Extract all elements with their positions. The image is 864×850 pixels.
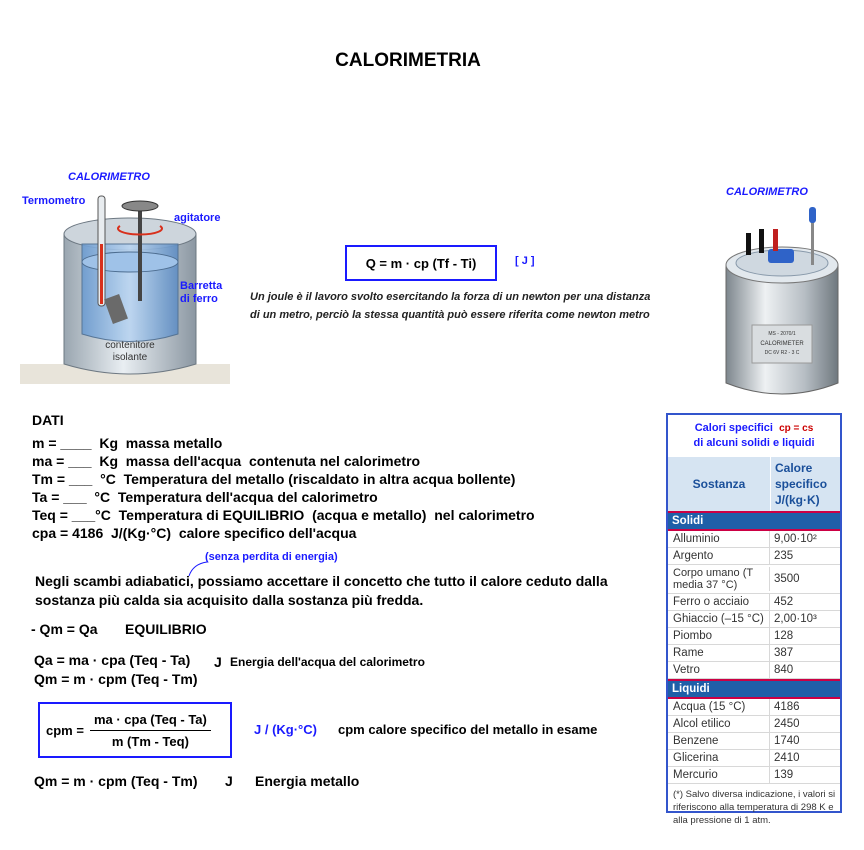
data-line-mass-metal: m = ____ Kg massa metallo xyxy=(32,435,223,451)
row-name: Argento xyxy=(668,548,770,564)
plate-text-2: CALORIMETER xyxy=(760,341,804,347)
table-row xyxy=(668,645,840,662)
equilibrium-label: EQUILIBRIO xyxy=(125,621,207,637)
table-row xyxy=(668,548,840,565)
qa-description: Energia dell'acqua del calorimetro xyxy=(230,655,425,669)
plate-text-3: DC 6V R2 - 3 C xyxy=(764,350,800,356)
table-row xyxy=(668,628,840,645)
data-heading: DATI xyxy=(32,412,64,428)
row-name: Alcol etilico xyxy=(668,716,770,732)
row-name: Benzene xyxy=(668,733,770,749)
row-value: 139 xyxy=(774,769,794,781)
row-name: Ghiaccio (–15 °C) xyxy=(668,611,770,627)
qm-final-unit: J xyxy=(225,773,233,789)
calorimeter-photo xyxy=(716,205,848,405)
row-value: 9,00·10² xyxy=(774,533,817,545)
cpm-formula-box xyxy=(38,702,232,758)
table-row xyxy=(668,611,840,628)
table-column-headers xyxy=(668,457,840,511)
right-calorimeter-label: CALORIMETRO xyxy=(726,186,808,198)
joule-note-1: Un joule è il lavoro svolto esercitando la forza di un newton per una distanza xyxy=(250,291,651,303)
row-name: Rame xyxy=(668,645,770,661)
cpm-description: cpm calore specifico del metallo in esame xyxy=(338,722,598,737)
data-line-temp-water: Ta = ___ °C Temperatura dell'acqua del calorimetro xyxy=(32,489,378,505)
plate-text-1: MS - 2070/1 xyxy=(768,331,796,337)
table-row xyxy=(668,565,840,594)
row-value: 3500 xyxy=(774,573,800,585)
cpm-lhs: cpm = xyxy=(46,722,84,738)
data-line-temp-equilibrium: Teq = ___°C Temperatura di EQUILIBRIO (acqua e metallo) nel calorimetro xyxy=(32,507,535,523)
qm-final-description: Energia metallo xyxy=(255,773,360,789)
stirrer-label: agitatore xyxy=(174,212,221,224)
table-title xyxy=(668,415,840,457)
data-line-mass-water: ma = ___ Kg massa dell'acqua contenuta nel calorimetro xyxy=(32,453,421,469)
no-energy-loss-note: (senza perdita di energia) xyxy=(205,551,338,563)
heat-formula: Q = m · cp (Tf - Ti) xyxy=(365,255,477,271)
section-solids: Solidi xyxy=(668,511,840,531)
page-title: CALORIMETRIA xyxy=(335,50,481,71)
table-row xyxy=(668,733,840,750)
row-value: 4186 xyxy=(774,701,800,713)
row-name: Vetro xyxy=(668,662,770,678)
table-row xyxy=(668,767,840,784)
heat-formula-unit: [ J ] xyxy=(515,255,535,267)
iron-bar-label-2: di ferro xyxy=(180,293,218,305)
row-name: Alluminio xyxy=(668,531,770,547)
table-row xyxy=(668,594,840,611)
row-value: 2450 xyxy=(774,718,800,730)
qm-equation: Qm = m · cpm (Teq - Tm) xyxy=(34,671,198,687)
iron-bar-label-1: Barretta xyxy=(180,280,223,292)
qa-equation: Qa = ma · cpa (Teq - Ta) xyxy=(34,652,191,668)
container-label-1: contenitore xyxy=(105,340,155,351)
cpm-numerator: ma · cpa (Teq - Ta) xyxy=(90,712,211,731)
table-footnote: (*) Salvo diversa indicazione, i valori si riferiscono alla temperatura di 298 K e alla pressione di 1 atm. xyxy=(673,789,836,826)
table-row xyxy=(668,750,840,767)
row-name: Glicerina xyxy=(668,750,770,766)
equilibrium-equation: - Qm = Qa xyxy=(31,621,98,637)
qa-unit: J xyxy=(214,654,222,670)
table-title-1: Calori specifici xyxy=(694,422,773,434)
specific-heat-table xyxy=(666,413,842,826)
row-name: Mercurio xyxy=(668,767,770,783)
row-value: 128 xyxy=(774,630,794,642)
row-value: 387 xyxy=(774,647,794,659)
table-row xyxy=(668,531,840,548)
adiabatic-text-2: sostanza più calda sia acquisito dalla sostanza più fredda. xyxy=(35,592,424,608)
row-value: 235 xyxy=(774,550,794,562)
joule-note-2: di un metro, perciò la stessa quantità può essere riferita come newton metro xyxy=(250,309,650,321)
row-name: Ferro o acciaio xyxy=(668,594,770,610)
table-row xyxy=(668,699,840,716)
table-row xyxy=(668,716,840,733)
column-specific-heat xyxy=(771,457,840,511)
heat-formula-box xyxy=(345,245,497,281)
calorimeter-photo-drawing xyxy=(716,205,848,405)
column-specific-heat-1: Calore xyxy=(775,461,813,475)
cpm-fraction xyxy=(90,712,211,749)
adiabatic-text-1: Negli scambi adiabatici, possiamo accettare il concetto che tutto il calore ceduto dalla xyxy=(35,573,608,589)
row-value: 452 xyxy=(774,596,794,608)
row-value: 2,00·10³ xyxy=(774,613,817,625)
data-line-temp-metal: Tm = ___ °C Temperatura del metallo (riscaldato in altra acqua bollente) xyxy=(32,471,516,487)
qm-final-equation: Qm = m · cpm (Teq - Tm) xyxy=(34,773,198,789)
row-name: Corpo umano (T media 37 °C) xyxy=(668,567,770,591)
table-title-eq: cp = cs xyxy=(779,423,814,434)
row-value: 840 xyxy=(774,664,794,676)
row-value: 2410 xyxy=(774,752,800,764)
row-name: Piombo xyxy=(668,628,770,644)
data-line-cpa: cpa = 4186 J/(Kg·°C) calore specifico dell'acqua xyxy=(32,525,357,541)
section-liquids: Liquidi xyxy=(668,679,840,699)
row-name: Acqua (15 °C) xyxy=(668,699,770,715)
left-calorimeter-label: CALORIMETRO xyxy=(68,171,150,183)
column-specific-heat-2: specifico xyxy=(775,477,828,491)
table-title-2: di alcuni solidi e liquidi xyxy=(693,437,815,449)
cpm-denominator: m (Tm - Teq) xyxy=(111,733,189,749)
container-label-2: isolante xyxy=(112,352,148,363)
column-substance: Sostanza xyxy=(668,457,771,511)
thermometer-label: Termometro xyxy=(22,195,86,207)
column-specific-heat-3: J/(kg·K) xyxy=(775,493,820,507)
table-row xyxy=(668,662,840,679)
cpm-unit: J / (Kg·°C) xyxy=(254,722,317,737)
row-value: 1740 xyxy=(774,735,800,747)
